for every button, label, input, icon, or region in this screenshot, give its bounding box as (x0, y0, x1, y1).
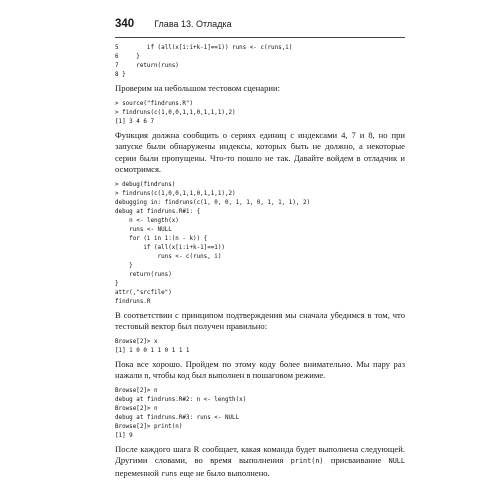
page-number: 340 (115, 18, 135, 30)
text-fragment: После каждого шага R сообщает, какая команда будет выполнена следующей. Другими словами, во время выполнения (115, 443, 405, 465)
text-fragment: присваивание (323, 455, 389, 465)
paragraph-step-explanation (115, 444, 405, 481)
header-rule (115, 37, 405, 38)
running-head (115, 18, 405, 34)
code-block-test-run: > source("findruns.R") > findruns(c(1,0,0,1,1,0,1,1,1),2) [1] 3 4 6 7 (115, 100, 236, 125)
inline-code: NULL (388, 457, 405, 465)
inline-code: print(n) (290, 457, 324, 465)
paragraph-step-through: Пока все хорошо. Пройдем по этому коду более внимательно. Мы пару раз нажали n, чтобы код был выполнен в пошаговом режиме. (115, 358, 405, 380)
code-block-findruns-tail: 5 if (all(x[i:i+k-1]==1)) runs <- c(runs,i) 6 } 7 return(runs) 8 } (115, 45, 293, 78)
paragraph-confirmation-principle: В соответствии с принципом подтверждения мы сначала убедимся в том, что тестовый вектор был получен правильно: (115, 309, 405, 331)
inline-code: runs (161, 469, 178, 478)
paragraph-bug-description: Функция должна сообщить о сериях единиц с индексами 4, 7 и 8, но при запуске были обнаружены индексы, которых быть не должно, а некоторые серии были пропущены. Что-то пошло не так. Давайте войдем в отладчик и осмотримся. (115, 129, 405, 174)
chapter-title: Глава 13. Отладка (154, 19, 232, 29)
code-block-browse-steps: Browse[2]> n debug at findruns.R#2: n <- length(x) Browse[2]> n debug at findruns.R#3: runs <- NULL Browse[2]> print(n) [1] 9 (115, 387, 247, 439)
code-block-debug-session: > debug(findruns) > findruns(c(1,0,0,1,1,0,1,1,1),2) debugging in: findruns(c(1, 0, 0, 1, 1, 0, 1, 1, 1), 2) debug at findruns.R#1: { n <- length(x) runs <- NULL for (i in 1:(n - k)) { if (all(x[i:i+k-1]==1)) runs <- c(runs, i) } return(runs) } attr(,"srcfile") findruns.R (115, 181, 311, 305)
text-fragment: переменной (115, 467, 162, 478)
page-content (115, 44, 405, 480)
code-block-browse-x: Browse[2]> x [1] 1 0 0 1 1 0 1 1 1 (115, 338, 190, 354)
book-page (115, 18, 405, 485)
paragraph-test-intro: Проверим на небольшом тестовом сценарии: (115, 83, 280, 93)
text-fragment: еще не было выполнено. (177, 467, 270, 478)
